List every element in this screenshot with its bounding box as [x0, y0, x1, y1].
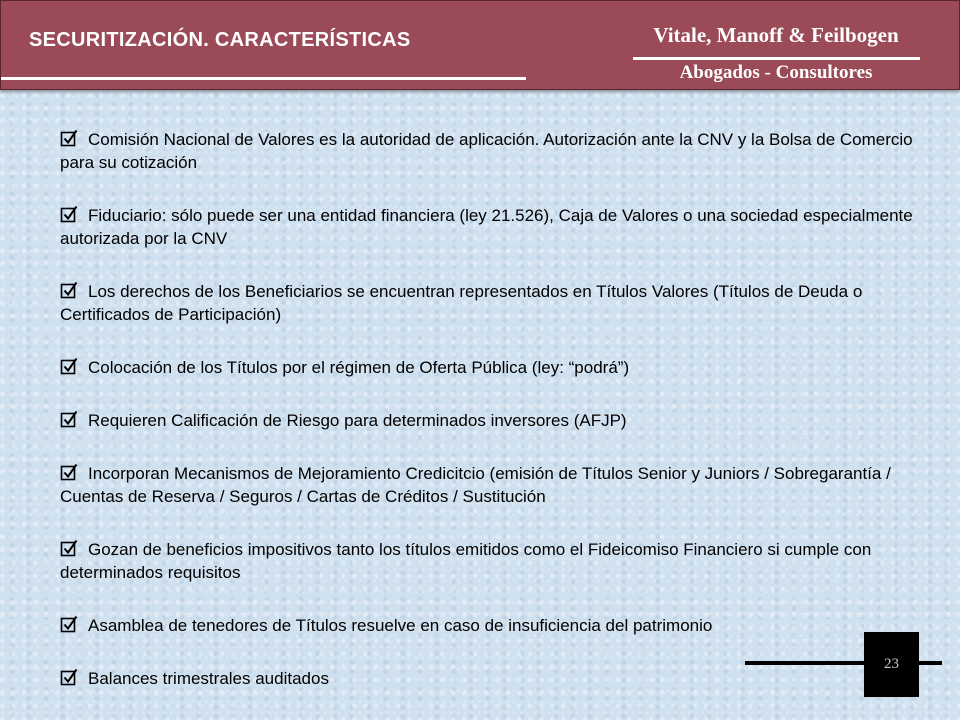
list-item-text: Requieren Calificación de Riesgo para determinados inversores (AFJP) — [88, 411, 627, 430]
list-item — [60, 538, 930, 584]
checkbox-checked-icon — [60, 357, 78, 375]
list-item — [60, 356, 930, 379]
list-item-text: Incorporan Mecanismos de Mejoramiento Credicitcio (emisión de Títulos Senior y Juniors / Sobregarantía / Cuentas de Reserva / Seguros / Cartas de Créditos / Sustitución — [60, 464, 891, 506]
footer-rule-right — [918, 661, 942, 665]
list-item — [60, 667, 930, 690]
list-item — [60, 614, 930, 637]
checkbox-checked-icon — [60, 205, 78, 223]
list-item-text: Comisión Nacional de Valores es la autoridad de aplicación. Autorización ante la CNV y la Bolsa de Comercio para su cotización — [60, 130, 913, 172]
firm-subtitle: Abogados - Consultores — [679, 62, 873, 83]
firm-divider — [633, 57, 920, 60]
checkbox-checked-icon — [60, 615, 78, 633]
list-item — [60, 128, 930, 174]
page-number: 23 — [864, 632, 919, 697]
checkbox-checked-icon — [60, 463, 78, 481]
slide-title: SECURITIZACIÓN. CARACTERÍSTICAS — [29, 29, 411, 51]
title-underline — [1, 77, 526, 80]
checkbox-checked-icon — [60, 410, 78, 428]
list-item-text: Los derechos de los Beneficiarios se encuentran representados en Títulos Valores (Títulos de Deuda o Certificados de Participación) — [60, 282, 863, 324]
checkbox-checked-icon — [60, 281, 78, 299]
bullet-list — [60, 128, 930, 720]
checkbox-checked-icon — [60, 129, 78, 147]
checkbox-checked-icon — [60, 668, 78, 686]
list-item-text: Gozan de beneficios impositivos tanto los títulos emitidos como el Fideicomiso Financiero si cumple con determinados requisitos — [60, 540, 872, 582]
list-item — [60, 409, 930, 432]
list-item — [60, 204, 930, 250]
slide-header — [0, 0, 960, 90]
list-item-text: Balances trimestrales auditados — [88, 669, 329, 688]
checkbox-checked-icon — [60, 539, 78, 557]
firm-name: Vitale, Manoff & Feilbogen — [653, 23, 899, 47]
list-item-text: Fiduciario: sólo puede ser una entidad financiera (ley 21.526), Caja de Valores o una sociedad especialmente autorizada por la CNV — [60, 206, 913, 248]
footer-rule-left — [745, 661, 865, 665]
list-item — [60, 462, 930, 508]
list-item — [60, 280, 930, 326]
list-item-text: Asamblea de tenedores de Títulos resuelve en caso de insuficiencia del patrimonio — [88, 616, 713, 635]
list-item-text: Colocación de los Títulos por el régimen de Oferta Pública (ley: “podrá”) — [88, 358, 630, 377]
